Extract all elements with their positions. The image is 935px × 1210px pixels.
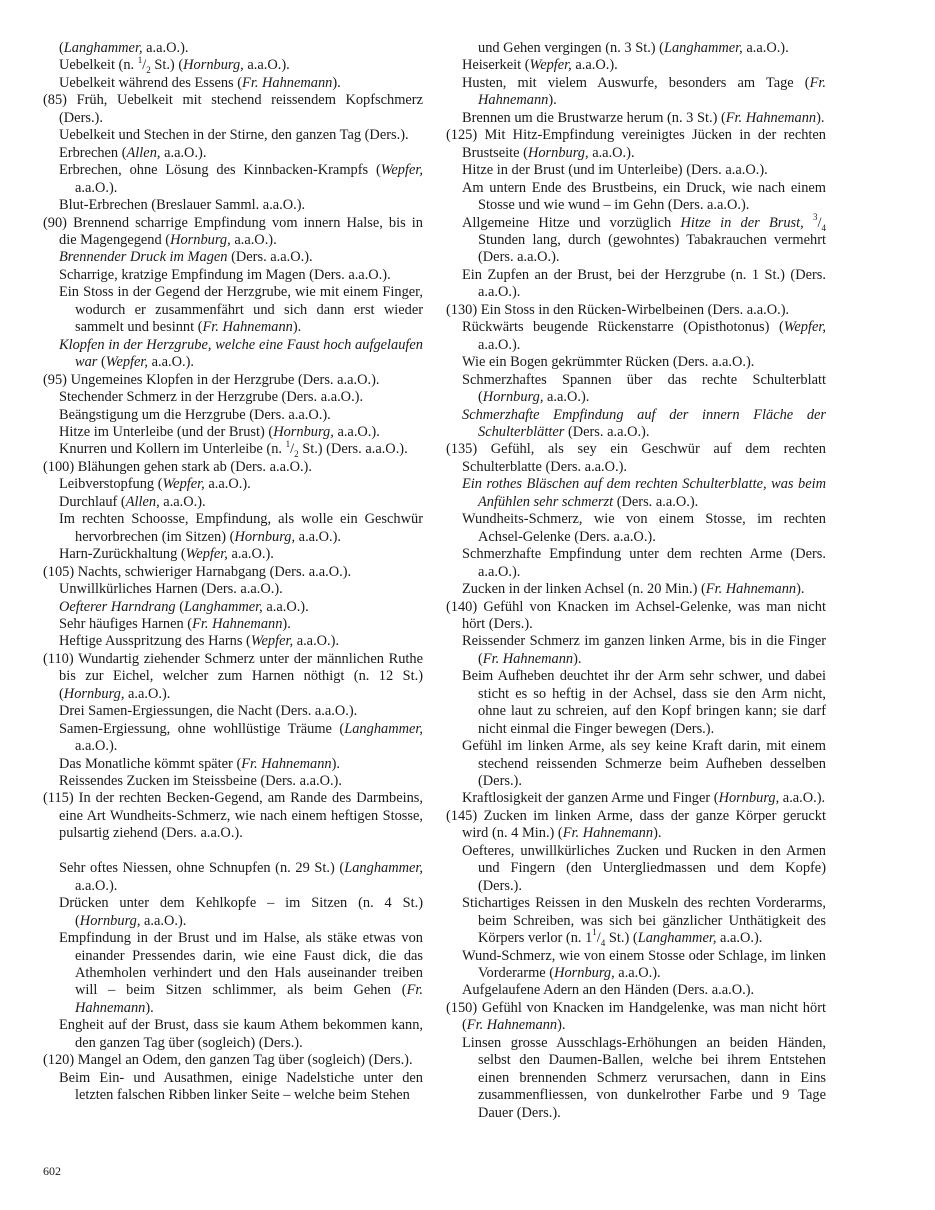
text-segment: Fr. Hahnemann <box>705 581 797 598</box>
symptom-entry <box>43 756 423 773</box>
symptom-entry <box>43 337 423 372</box>
symptom-entry <box>43 651 423 703</box>
text-segment: Uebelkeit während des Essens ( <box>59 74 243 91</box>
symptom-entry <box>43 616 423 633</box>
text-segment: Durchlauf ( <box>59 493 126 510</box>
symptom-entry <box>43 930 423 1017</box>
text-segment: a.a.O.). <box>478 336 521 353</box>
entry-number: (115) <box>43 790 74 807</box>
text-segment: Allgemeine Hitze und vorzüglich <box>462 214 681 231</box>
text-segment: Wund-Schmerz, wie von einem Stosse oder Schlage, im linken Vorderarme ( <box>462 947 826 982</box>
text-segment: Ungemeines Klopfen in der Herzgrube (Ders. a.a.O.). <box>70 371 380 388</box>
symptom-entry <box>43 633 423 650</box>
text-segment: Langhammer, <box>637 930 717 947</box>
symptom-entry <box>446 162 826 179</box>
symptom-entry <box>43 773 423 790</box>
text-segment: Ein rothes Bläschen auf dem rechten Schulterblatte, was beim Anfühlen sehr schmerzt <box>462 476 826 510</box>
symptom-entry <box>446 599 826 634</box>
text-segment: Zucken in der linken Achsel (n. 20 Min.) ( <box>462 581 706 598</box>
symptom-entry <box>446 75 826 110</box>
text-segment: Sehr häufiges Harnen ( <box>59 615 193 632</box>
text-segment: a.a.O.). <box>140 912 187 929</box>
symptom-entry <box>43 1052 423 1069</box>
entry-number: (100) <box>43 458 75 475</box>
text-segment: a.a.O.). <box>295 528 342 545</box>
text-segment: Das Monatliche kömmt später ( <box>59 755 242 772</box>
text-segment: Ein Stoss in den Rücken-Wirbelbeinen (Ders. a.a.O.). <box>480 301 790 318</box>
text-segment: a.a.O.). <box>588 144 635 161</box>
text-segment: a.a.O.). <box>779 790 826 807</box>
text-segment: a.a.O.). <box>571 57 618 74</box>
entry-number: (85) <box>43 92 67 109</box>
text-segment: Mit Hitz-Empfindung vereinigtes Jücken in der rechten Brustseite ( <box>462 127 826 161</box>
text-segment: Im rechten Schoosse, Empfindung, als wolle ein Geschwür hervorbrechen (im Sitzen) ( <box>59 511 423 545</box>
text-segment: Wie ein Bogen gekrümmter Rücken (Ders. a.a.O.). <box>462 354 755 371</box>
text-segment: Wundheits-Schmerz, wie von einem Stosse, im rechten Achsel-Gelenke (Ders. a.a.O.). <box>462 511 826 545</box>
text-segment: a.a.O.). <box>142 40 189 56</box>
text-segment: Hitze im Unterleibe (und der Brust) ( <box>59 423 274 440</box>
symptom-entry <box>446 581 826 598</box>
text-segment: ). <box>292 319 302 336</box>
symptom-entry <box>446 790 826 807</box>
text-segment: und Gehen vergingen (n. 3 St.) ( <box>478 40 664 56</box>
text-segment: Hornburg, <box>79 912 141 929</box>
text-segment: 2 <box>146 65 151 76</box>
entry-number: (90) <box>43 214 67 231</box>
text-segment: Hornburg, <box>482 389 544 406</box>
text-segment: Fr. Hahnemann <box>562 825 654 842</box>
text-segment <box>804 215 813 231</box>
text-segment: Hornburg, <box>234 528 296 545</box>
text-segment: Leibverstopfung ( <box>59 476 163 493</box>
text-segment: Langhammer, <box>344 720 423 737</box>
text-segment: St.) ( <box>605 930 638 947</box>
text-segment: Aufgelaufene Adern an den Händen (Ders. a.a.O.). <box>462 982 755 999</box>
symptom-entry <box>43 459 423 476</box>
symptom-entry <box>446 843 826 895</box>
text-segment: a.a.O.). <box>148 354 194 371</box>
left-column <box>43 40 423 1105</box>
text-segment: a.a.O.). <box>160 144 207 161</box>
text-segment: Hornburg, <box>527 144 589 161</box>
symptom-entry <box>446 354 826 371</box>
symptom-entry <box>43 895 423 930</box>
text-segment: 4 <box>600 937 606 948</box>
text-segment: Langhammer, <box>63 40 143 56</box>
text-segment: Ein Stoss in der Gegend der Herzgrube, wie mit einem Finger, wodurch er zusammenfährt und sich dann erst wieder sammelt und besinnt ( <box>59 284 423 336</box>
symptom-entry <box>446 1000 826 1035</box>
symptom-entry <box>446 511 826 546</box>
text-segment: ( <box>97 354 106 371</box>
text-segment: 3 <box>813 211 818 222</box>
entry-number: (140) <box>446 598 478 615</box>
text-segment: In der rechten Becken-Gegend, am Rande des Darmbeins, eine Art Wundheits-Schmerz, wie nach einem heftigen Stosse, pulsartig ziehend (Ders. a.a.O.). <box>59 790 423 842</box>
symptom-entry <box>43 249 423 266</box>
text-segment: Fr. Hahnemann <box>202 319 293 336</box>
symptom-entry <box>43 860 423 895</box>
symptom-entry <box>43 703 423 720</box>
text-segment: Harn-Zurückhaltung ( <box>59 546 186 563</box>
symptom-entry <box>446 633 826 668</box>
text-segment: Stechender Schmerz in der Herzgrube (Ders. a.a.O.). <box>59 389 364 406</box>
text-segment: Früh, Uebelkeit mit stechend reissendem Kopfschmerz (Ders.). <box>59 92 423 126</box>
text-segment: Allen, <box>126 144 161 161</box>
text-segment: (Ders. a.a.O.). <box>613 493 699 510</box>
text-segment: 1 <box>137 54 143 65</box>
text-segment: Gefühl, als sey ein Geschwür auf dem rechten Schulterblatte (Ders. a.a.O.). <box>462 441 826 475</box>
symptom-entry <box>43 145 423 162</box>
symptom-entry <box>43 1017 423 1052</box>
text-segment: St.) ( <box>150 57 184 74</box>
text-segment: Oefteres, unwillkürliches Zucken und Rucken in den Armen und Fingern (den Untergliedmassen und dem Kopfe) (Ders.). <box>462 842 826 894</box>
text-segment: Erbrechen, ohne Lösung des Kinnbacken-Krampfs ( <box>59 162 381 179</box>
symptom-entry <box>43 438 423 460</box>
text-segment: Drücken unter dem Kehlkopfe – im Sitzen (n. 4 St.) ( <box>59 895 423 929</box>
text-segment: Hornburg, <box>718 790 780 807</box>
symptom-entry <box>446 180 826 215</box>
symptom-entry <box>446 546 826 581</box>
text-segment: Fr. Hahnemann <box>192 615 283 632</box>
text-segment: Uebelkeit (n. <box>59 57 138 74</box>
symptom-entry <box>446 319 826 354</box>
text-segment: Brennend scharrige Empfindung vom innern Halse, bis in die Magengegend ( <box>59 214 423 248</box>
text-segment: St.) (Ders. a.a.O.). <box>298 441 408 458</box>
symptom-entry <box>43 75 423 92</box>
text-segment: Fr. Hahnemann <box>466 1017 558 1034</box>
symptom-entry <box>43 1070 423 1105</box>
text-segment: ). <box>573 650 582 667</box>
text-segment: a.a.O.). <box>75 179 118 196</box>
symptom-entry <box>43 546 423 563</box>
text-segment: Beim Aufheben deuchtet ihr der Arm sehr schwer, und dabei sticht es so heftig in der Achsel, dass sie den Arm nicht, ohne laut zu schreien, auf den Kopf bringen kann; sie darf nicht einmal die Finger bewegen (Ders.). <box>462 668 826 737</box>
text-segment: Stichartiges Reissen in den Muskeln des rechten Vorderarms, beim Schreiben, was sich bei gänzlicher Unthätigkeit des Körpers verlor (n. 1 <box>462 895 826 947</box>
text-segment: ). <box>332 74 341 91</box>
text-segment: 4 <box>821 222 826 233</box>
text-segment: Hitze in der Brust, <box>680 214 804 231</box>
text-segment: a.a.O.). <box>227 546 274 563</box>
text-segment: Reissendes Zucken im Steissbeine (Ders. a.a.O.). <box>59 773 342 790</box>
symptom-entry <box>446 1035 826 1122</box>
symptom-entry <box>43 599 423 616</box>
text-segment: Brennender Druck im Magen <box>59 249 228 266</box>
blank-line <box>43 843 423 860</box>
text-segment: Wundartig ziehender Schmerz unter der männlichen Ruthe bis zur Eichel, welcher zum Harnen nöthigt (n. 12 St.) ( <box>59 650 423 702</box>
symptom-entry <box>43 215 423 250</box>
text-segment: Hornburg, <box>554 965 615 982</box>
symptom-entry <box>43 476 423 493</box>
symptom-entry <box>446 441 826 476</box>
symptom-entry <box>43 494 423 511</box>
text-segment: / <box>596 930 601 947</box>
symptom-entry <box>446 895 826 947</box>
text-segment: Fr. Hahnemann <box>482 650 574 667</box>
symptom-entry <box>43 511 423 546</box>
symptom-entry <box>43 564 423 581</box>
text-segment: Brennen um die Brustwarze herum (n. 3 St.) ( <box>462 109 726 126</box>
symptom-entry <box>43 372 423 389</box>
text-segment: ). <box>557 1017 566 1034</box>
text-segment: Blut-Erbrechen (Breslauer Samml. a.a.O.). <box>59 197 306 214</box>
text-segment: Samen-Ergiessung, ohne wohllüstige Träume ( <box>59 720 345 737</box>
text-segment: Oefterer Harndrang <box>59 598 176 615</box>
text-segment: ). <box>548 92 557 109</box>
text-segment: ). <box>282 615 291 632</box>
text-segment: / <box>817 214 822 231</box>
text-segment: Schmerzhaftes Spannen über das rechte Schulterblatt ( <box>462 371 826 406</box>
text-segment: Fr. Hahnemann <box>478 74 826 109</box>
page-number: 602 <box>43 1164 61 1178</box>
text-segment: Am untern Ende des Brustbeins, ein Druck, wie nach einem Stosse und wie wund – im Gehn (Ders. a.a.O.). <box>462 179 826 214</box>
text-segment: Wepfer, <box>380 162 423 179</box>
entry-number: (150) <box>446 999 478 1016</box>
text-segment: Fr. Hahnemann <box>75 982 423 1016</box>
text-segment: Hornburg, <box>273 423 334 440</box>
symptom-entry <box>43 790 423 842</box>
text-segment: Heftige Ausspritzung des Harns ( <box>59 633 251 650</box>
text-segment: a.a.O.). <box>204 476 251 493</box>
text-segment: Sehr oftes Niessen, ohne Schnupfen (n. 29 St.) ( <box>59 860 345 877</box>
symptom-entry <box>446 110 826 127</box>
text-segment: Kraftlosigkeit der ganzen Arme und Finger ( <box>462 790 719 807</box>
text-segment: Hornburg, <box>63 685 125 702</box>
symptom-entry <box>43 267 423 284</box>
symptom-entry <box>43 92 423 127</box>
text-segment: Hitze in der Brust (und im Unterleibe) (Ders. a.a.O.). <box>462 162 768 179</box>
text-segment: / <box>142 57 147 74</box>
text-segment: 2 <box>294 449 299 460</box>
text-segment: Zucken im linken Arme, dass der ganze Körper geruckt wird (n. 4 Min.) ( <box>462 807 826 842</box>
text-segment: Husten, mit vielem Auswurfe, besonders am Tage ( <box>462 74 810 91</box>
entry-number: (105) <box>43 563 75 580</box>
text-segment: Ein Zupfen an der Brust, bei der Herzgrube (n. 1 St.) (Ders. a.a.O.). <box>462 266 826 301</box>
text-segment: Wepfer, <box>250 633 294 650</box>
text-segment: a.a.O.). <box>75 877 118 894</box>
text-segment: Drei Samen-Ergiessungen, die Nacht (Ders. a.a.O.). <box>59 703 358 720</box>
text-segment: (Ders. a.a.O.). <box>564 423 650 440</box>
text-segment: Nachts, schwieriger Harnabgang (Ders. a.a.O.). <box>77 563 352 580</box>
text-segment: Reissender Schmerz im ganzen linken Arme, bis in die Finger ( <box>462 633 826 667</box>
text-segment: ). <box>816 109 825 126</box>
text-segment: Schmerzhafte Empfindung unter dem rechten Arme (Ders. a.a.O.). <box>462 546 826 580</box>
text-segment: Gefühl von Knacken im Achsel-Gelenke, was man nicht hört (Ders.). <box>462 598 826 632</box>
symptom-entry <box>446 127 826 162</box>
text-segment: a.a.O.). <box>159 493 206 510</box>
text-segment: Allen, <box>125 493 160 510</box>
entry-number: (145) <box>446 807 478 824</box>
text-segment: ( <box>59 40 64 56</box>
symptom-entry <box>446 40 826 57</box>
text-segment: Heiserkeit ( <box>462 57 530 74</box>
symptom-entry <box>446 57 826 74</box>
entry-number: (135) <box>446 441 478 458</box>
text-segment: a.a.O.). <box>230 231 277 248</box>
text-segment: Blähungen gehen stark ab (Ders. a.a.O.). <box>77 458 312 475</box>
text-segment: a.a.O.). <box>742 40 789 56</box>
symptom-entry <box>43 389 423 406</box>
text-segment: ). <box>331 755 340 772</box>
text-segment: Empfindung in der Brust und im Halse, als stäke etwas von einander Pressendes darin, wie eine Faust dick, die das Athemholen verhindert und den Hals auseinander treiben will – beim Sitzen schlimmer, als beim Gehen ( <box>59 930 423 999</box>
symptom-entry <box>43 284 423 336</box>
text-segment: a.a.O.). <box>543 389 590 406</box>
symptom-entry <box>446 948 826 983</box>
entry-number: (110) <box>43 650 74 667</box>
text-segment: (Ders. a.a.O.). <box>227 249 313 266</box>
text-segment: a.a.O.). <box>75 738 118 755</box>
text-segment: a.a.O.). <box>243 57 290 74</box>
entry-number: (120) <box>43 1052 75 1069</box>
text-segment: Gefühl von Knacken im Handgelenke, was man nicht hört ( <box>462 999 826 1034</box>
text-segment: Wepfer, <box>529 57 572 74</box>
text-segment: Langhammer, <box>663 40 743 56</box>
symptom-entry <box>446 302 826 319</box>
text-segment: Wepfer, <box>783 319 826 336</box>
symptom-entry <box>446 982 826 999</box>
text-segment: Hornburg, <box>183 57 244 74</box>
text-segment: a.a.O.). <box>293 633 340 650</box>
symptom-entry <box>43 40 423 57</box>
text-segment: Wepfer, <box>105 354 149 371</box>
text-segment: 1 <box>592 927 597 938</box>
text-segment: Beängstigung um die Herzgrube (Ders. a.a.O.). <box>59 406 331 423</box>
symptom-entry <box>446 476 826 511</box>
symptom-entry <box>43 197 423 214</box>
symptom-entry <box>43 424 423 441</box>
symptom-entry <box>43 581 423 598</box>
text-segment: Rückwärts beugende Rückenstarre (Opisthotonus) ( <box>462 319 784 336</box>
text-segment: Linsen grosse Ausschlags-Erhöhungen an beiden Händen, selbst den Daumen-Ballen, welche bei ihrem Entstehen einen brennenden Schmerz verursachen, dann in Eins zusammenfliessen, von dunkelrother Farbe und 9 Tage Dauer (Ders.). <box>462 1034 826 1121</box>
symptom-entry <box>43 54 423 76</box>
text-segment: Langhammer, <box>344 860 423 877</box>
text-segment: Wepfer, <box>162 476 205 493</box>
text-segment: Knurren und Kollern im Unterleibe (n. <box>59 441 286 458</box>
text-segment: Scharrige, kratzige Empfindung im Magen (Ders. a.a.O.). <box>59 266 391 283</box>
entry-number: (125) <box>446 127 478 144</box>
text-segment: Engheit auf der Brust, dass sie kaum Athem bekommen kann, den ganzen Tag über (sogleich) (Ders.). <box>59 1017 423 1051</box>
text-segment: Klopfen in der Herzgrube, welche eine Faust hoch aufgelaufen war <box>59 336 423 371</box>
text-segment: Fr. Hahnemann <box>725 109 817 126</box>
text-segment: Schmerzhafte Empfindung auf der innern Fläche der Schulterblätter <box>462 406 826 440</box>
text-segment: Uebelkeit und Stechen in der Stirne, den ganzen Tag (Ders.). <box>59 127 409 144</box>
text-segment: Unwillkürliches Harnen (Ders. a.a.O.). <box>59 581 283 598</box>
text-segment: Langhammer, <box>183 598 263 615</box>
text-segment: a.a.O.). <box>262 598 309 615</box>
text-segment: Gefühl im linken Arme, als sey keine Kraft darin, mit einem stechend reissenden Schmerze beim Aufheben desselben (Ders.). <box>462 738 826 790</box>
symptom-entry <box>446 808 826 843</box>
right-column <box>446 40 826 1122</box>
text-segment: a.a.O.). <box>716 930 763 947</box>
symptom-entry <box>446 211 826 267</box>
text-segment: a.a.O.). <box>333 423 380 440</box>
symptom-entry <box>446 267 826 302</box>
text-segment: 1 <box>285 438 291 449</box>
text-segment: Mangel an Odem, den ganzen Tag über (sogleich) (Ders.). <box>77 1052 413 1069</box>
text-segment: Erbrechen ( <box>59 144 127 161</box>
symptom-entry <box>446 668 826 738</box>
symptom-entry <box>43 162 423 197</box>
text-segment: Wepfer, <box>185 546 228 563</box>
text-segment: / <box>290 441 295 458</box>
text-segment: Hornburg, <box>170 231 231 248</box>
symptom-entry <box>43 127 423 144</box>
symptom-entry <box>446 372 826 407</box>
entry-number: (95) <box>43 371 67 388</box>
text-segment: a.a.O.). <box>124 685 171 702</box>
symptom-entry <box>43 407 423 424</box>
symptom-entry <box>446 738 826 790</box>
text-segment: Beim Ein- und Ausathmen, einige Nadelstiche unter den letzten falschen Ribben linker Seite – welche beim Stehen <box>59 1069 423 1104</box>
text-segment: Fr. Hahnemann <box>241 755 332 772</box>
text-segment: a.a.O.). <box>614 965 661 982</box>
text-segment: ). <box>145 999 154 1016</box>
entry-number: (130) <box>446 301 478 318</box>
symptom-entry <box>446 407 826 442</box>
symptom-entry <box>43 721 423 756</box>
text-segment: ). <box>796 581 805 598</box>
text-segment: Fr. Hahnemann <box>242 74 333 91</box>
text-segment: ). <box>653 825 662 842</box>
text-segment: Stunden lang, durch (gewohntes) Tabakrauchen vermehrt (Ders. a.a.O.). <box>478 231 826 266</box>
text-segment: ( <box>175 598 184 615</box>
